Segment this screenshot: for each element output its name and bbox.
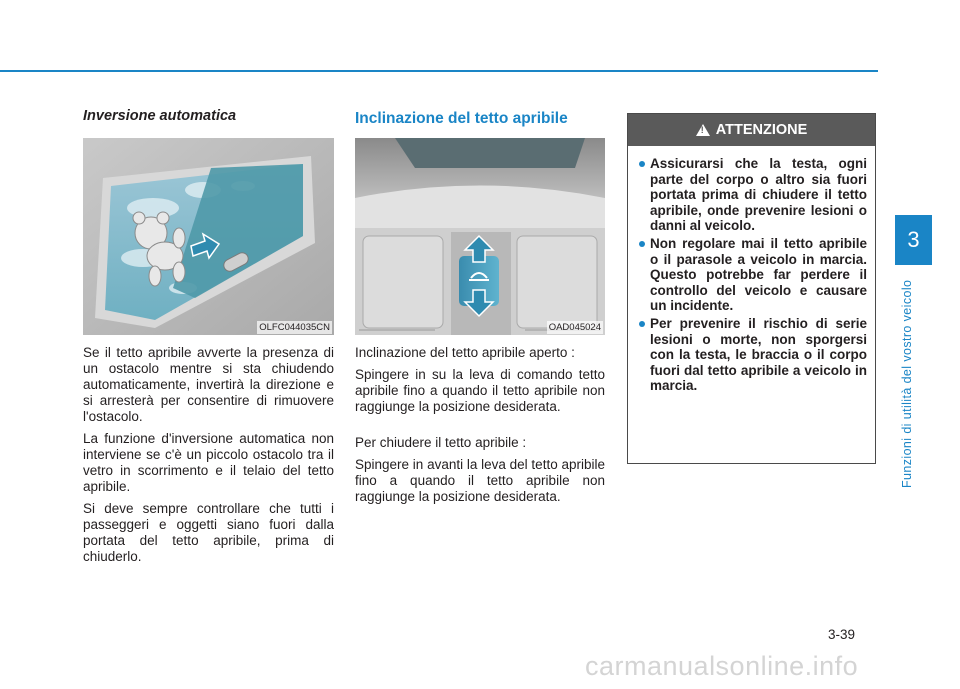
paragraph: Si deve sempre controllare che tutti i passeggeri e oggetti siano fuori dalla portata del tetto apribile, prima di chiuderlo. <box>83 501 334 564</box>
chapter-number-tab: 3 <box>895 215 932 265</box>
warning-triangle-icon <box>696 124 710 136</box>
paragraph: Spingere in avanti la leva del tetto apribile fino a quando il tetto apribile non raggiunge la posizione desiderata. <box>355 457 605 504</box>
page-number: 3-39 <box>828 627 856 642</box>
warning-item: Per prevenire il rischio di serie lesioni o morte, non sporgersi con la testa, le braccia o il corpo fuori dal tetto apribile a veicolo in marcia. <box>638 316 867 394</box>
paragraph: La funzione d'inversione automatica non interviene se c'è un piccolo ostacolo tra il vetro in scorrimento e il telaio del tetto apribile. <box>83 431 334 494</box>
overhead-console-illustration <box>355 138 605 335</box>
warning-box <box>627 113 876 464</box>
warning-item: Non regolare mai il tetto apribile o il parasole a veicolo in marcia. Questo potrebbe far perdere il controllo del veicolo e causare un incidente. <box>638 236 867 314</box>
warning-header <box>628 114 875 146</box>
watermark: carmanualsonline.info <box>585 651 859 681</box>
left-column <box>83 108 334 565</box>
paragraph: Spingere in su la leva di comando tetto apribile fino a quando il tetto apribile non raggiunge la posizione desiderata. <box>355 367 605 414</box>
figure-code: OAD045024 <box>548 322 601 333</box>
bullet-icon <box>639 241 645 247</box>
warning-body <box>628 146 875 394</box>
paragraph: Inclinazione del tetto apribile aperto : <box>355 345 575 360</box>
section-heading-auto-reverse: Inversione automatica <box>83 108 237 124</box>
bullet-icon <box>639 321 645 327</box>
bullet-icon <box>639 161 645 167</box>
chapter-title-vertical <box>896 268 924 493</box>
section-heading-tilt: Inclinazione del tetto apribile <box>355 110 568 127</box>
figure-sunroof-obstacle <box>83 138 334 335</box>
figure-tilt-switch <box>355 138 605 335</box>
paragraph: Per chiudere il tetto apribile : <box>355 435 527 450</box>
paragraph: Se il tetto apribile avverte la presenza di un ostacolo mentre si sta chiudendo automaticamente, invertirà la direzione e si arresterà per consentire di rimuovere l'ostacolo. <box>83 345 334 424</box>
warning-title: ATTENZIONE <box>715 122 808 138</box>
warning-item: Assicurarsi che la testa, ogni parte del corpo o altro sia fuori portata prima di chiudere il tetto apribile, onde prevenire lesioni o danni al veicolo. <box>638 156 867 234</box>
figure-code: OLFC044035CN <box>259 322 330 333</box>
chapter-title: Funzioni di utilità del vostro veicolo <box>900 279 914 488</box>
sunroof-obstacle-illustration <box>83 138 334 335</box>
middle-column <box>355 108 605 505</box>
header-rule <box>0 70 878 72</box>
